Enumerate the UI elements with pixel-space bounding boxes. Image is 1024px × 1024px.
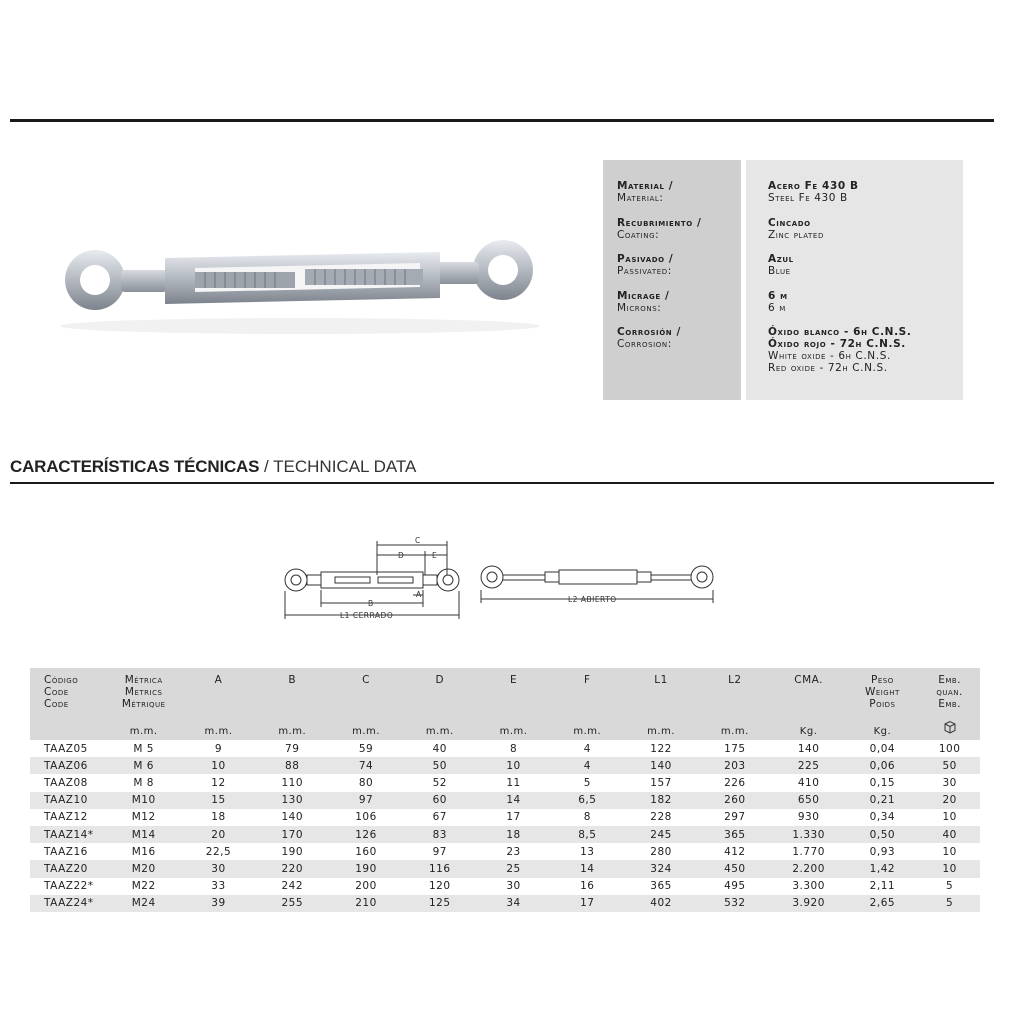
table-cell: 4: [583, 759, 591, 772]
section-rule: [10, 482, 994, 484]
table-cell: 3.300: [792, 880, 825, 893]
table-cell: 18: [506, 828, 521, 841]
table-cell: 190: [355, 862, 377, 875]
spec-label-material: [617, 180, 673, 204]
header-line: L1: [654, 674, 668, 686]
spec-label-es: Corrosión /: [617, 326, 681, 338]
table-cell: M24: [131, 897, 156, 910]
spec-value-material: [768, 180, 859, 204]
table-cell: 22,5: [205, 845, 232, 858]
table-cell: 1,42: [869, 862, 896, 875]
table-cell: 140: [650, 759, 672, 772]
table-cell: 10: [942, 862, 957, 875]
spec-label-en: Coating:: [617, 229, 660, 241]
table-cell: 88: [285, 759, 300, 772]
spec-value-en: Blue: [768, 265, 791, 277]
col-header-quantity: [919, 668, 980, 740]
header-line: Código: [44, 674, 79, 686]
table-cell: 0,21: [869, 794, 896, 807]
table-cell: 8: [583, 811, 591, 824]
table-cell: 30: [211, 862, 226, 875]
header-unit: m.m.: [720, 726, 749, 737]
spec-label-passivated: [617, 253, 673, 277]
table-row: [30, 740, 980, 757]
table-cell: 5: [946, 897, 954, 910]
spec-label-es: Material /: [617, 180, 674, 192]
spec-label-en: Microns:: [617, 302, 662, 314]
table-cell: 30: [942, 776, 957, 789]
dim-label-e: E: [432, 551, 438, 560]
header-line: CMA.: [794, 674, 823, 686]
table-cell: 50: [432, 759, 447, 772]
table-cell: 175: [724, 742, 746, 755]
header-line: A: [214, 674, 223, 686]
dim-label-c: C: [415, 536, 421, 545]
spec-label-es: Micrage /: [617, 290, 670, 302]
table-row: [30, 878, 980, 895]
table-cell: 140: [797, 742, 820, 755]
table-cell: 450: [724, 862, 746, 875]
table-cell: 365: [724, 828, 746, 841]
table-cell: 297: [724, 811, 746, 824]
dimension-diagram: [280, 535, 720, 625]
table-cell: 10: [942, 845, 957, 858]
spec-label-es: Pasivado /: [617, 253, 674, 265]
dim-label-a: A: [416, 590, 422, 599]
col-header-code: [30, 668, 106, 740]
spec-value-coating: [768, 217, 824, 241]
table-cell: M 8: [133, 776, 154, 789]
header-line: E: [509, 674, 518, 686]
table-cell: 83: [432, 828, 447, 841]
header-line: quan.: [936, 686, 963, 698]
spec-value-es: Óxido blanco - 6h C.N.S.: [768, 326, 912, 338]
table-cell: TAAZ14*: [44, 828, 94, 841]
header-line: Emb.: [938, 674, 962, 686]
col-header-cma: [772, 668, 846, 740]
turnbuckle-photo: [55, 218, 545, 338]
table-cell: 67: [432, 811, 447, 824]
header-unit: m.m.: [278, 726, 307, 737]
spec-label-en: Passivated:: [617, 265, 672, 277]
table-cell: 17: [580, 897, 595, 910]
table-cell: 20: [942, 794, 957, 807]
table-cell: 280: [650, 845, 672, 858]
table-cell: 5: [583, 776, 591, 789]
table-cell: 80: [358, 776, 374, 789]
table-cell: M22: [131, 880, 156, 893]
table-cell: 220: [281, 862, 304, 875]
table-cell: M 5: [133, 742, 154, 755]
table-cell: M16: [131, 845, 156, 858]
table-cell: 402: [650, 897, 672, 910]
table-cell: 4: [583, 742, 591, 755]
table-cell: 260: [724, 794, 746, 807]
table-cell: 495: [724, 880, 746, 893]
header-unit: m.m.: [499, 726, 528, 737]
table-cell: 190: [281, 845, 304, 858]
table-cell: 225: [797, 759, 820, 772]
spec-value-es: Acero Fe 430 B: [768, 180, 859, 192]
header-line: C: [362, 674, 370, 686]
spec-value-en: Red oxide - 72h C.N.S.: [768, 362, 888, 374]
table-cell: M14: [131, 828, 156, 841]
table-cell: 52: [432, 776, 447, 789]
table-cell: 2,65: [869, 897, 896, 910]
table-cell: 23: [506, 845, 521, 858]
table-cell: TAAZ06: [44, 759, 88, 772]
table-cell: 11: [506, 776, 521, 789]
technical-data-table: [30, 668, 980, 912]
table-cell: 33: [211, 880, 226, 893]
table-cell: 0,15: [869, 776, 896, 789]
header-line: Poids: [869, 698, 896, 710]
table-cell: 410: [797, 776, 820, 789]
header-line: Métrique: [121, 698, 166, 710]
spec-label-microns: [617, 290, 669, 314]
table-row: [30, 757, 980, 774]
table-cell: TAAZ24*: [44, 897, 94, 910]
table-cell: 39: [211, 897, 226, 910]
table-cell: 17: [506, 811, 521, 824]
header-line: B: [288, 674, 297, 686]
table-row: [30, 895, 980, 912]
col-header-l2: [698, 668, 772, 740]
spec-value-es: 6 µ: [768, 290, 788, 302]
col-header-c: [329, 668, 403, 740]
section-title-separator: /: [259, 457, 274, 476]
table-cell: 160: [355, 845, 377, 858]
table-cell: 40: [432, 742, 447, 755]
spec-value-microns: [768, 290, 788, 314]
spec-value-passivated: [768, 253, 794, 277]
table-cell: 6,5: [578, 794, 597, 807]
box-icon: [919, 720, 980, 738]
table-row: [30, 826, 980, 843]
table-cell: 125: [429, 897, 451, 910]
table-row: [30, 774, 980, 791]
table-cell: 0,93: [869, 845, 896, 858]
spec-label-corrosion: [617, 326, 681, 350]
table-cell: 2.200: [792, 862, 825, 875]
table-cell: 0,50: [869, 828, 896, 841]
table-cell: TAAZ16: [44, 845, 88, 858]
header-unit: m.m.: [647, 726, 675, 737]
table-cell: 14: [580, 862, 595, 875]
header-line: D: [435, 674, 445, 686]
table-cell: 10: [211, 759, 226, 772]
table-cell: 365: [650, 880, 672, 893]
table-cell: 242: [281, 880, 304, 893]
spec-value-es: Cincado: [768, 217, 811, 229]
table-cell: 3.920: [792, 897, 825, 910]
col-header-a: [182, 668, 256, 740]
table-cell: M20: [131, 862, 156, 875]
table-row: [30, 809, 980, 826]
table-cell: 8,5: [578, 828, 597, 841]
col-header-d: [403, 668, 477, 740]
spec-values-panel: [746, 160, 963, 400]
table-row: [30, 843, 980, 860]
table-cell: 0,06: [869, 759, 896, 772]
table-cell: 12: [211, 776, 226, 789]
table-cell: 140: [281, 811, 304, 824]
col-header-f: [550, 668, 624, 740]
dim-label-l2: L2 ABIERTO: [568, 595, 617, 604]
spec-value-en: White oxide - 6h C.N.S.: [768, 350, 891, 362]
table-cell: 16: [580, 880, 595, 893]
table-cell: 930: [797, 811, 820, 824]
spec-value-es: Azul: [768, 253, 794, 265]
table-cell: 30: [506, 880, 521, 893]
table-cell: 97: [432, 845, 447, 858]
col-header-b: [255, 668, 329, 740]
dim-label-l1: L1 CERRADO: [340, 611, 394, 620]
table-cell: 79: [285, 742, 300, 755]
table-cell: 122: [650, 742, 672, 755]
table-cell: 10: [506, 759, 521, 772]
header-unit: Kg.: [799, 726, 818, 737]
table-cell: 100: [938, 742, 961, 755]
table-cell: 8: [509, 742, 518, 755]
table-cell: 18: [211, 811, 226, 824]
table-cell: M10: [131, 794, 156, 807]
spec-label-es: Recubrimiento /: [617, 217, 702, 229]
spec-value-en: 6 µ: [768, 302, 786, 314]
header-line: Emb.: [938, 698, 962, 710]
header-line: F: [584, 674, 591, 686]
table-body: [30, 740, 980, 912]
header-line: Code: [44, 698, 69, 710]
table-cell: 14: [506, 794, 521, 807]
table-cell: 9: [214, 742, 223, 755]
table-cell: 0,34: [869, 811, 896, 824]
table-cell: 1.770: [792, 845, 825, 858]
table-cell: 59: [358, 742, 374, 755]
spec-labels-panel: [603, 160, 741, 400]
table-cell: 60: [432, 794, 447, 807]
table-row: [30, 792, 980, 809]
table-cell: 228: [650, 811, 672, 824]
spec-label-en: Corrosion:: [617, 338, 672, 350]
table-cell: 40: [942, 828, 957, 841]
table-cell: M12: [131, 811, 156, 824]
header-unit: m.m.: [204, 726, 233, 737]
header-line: Metrics: [124, 686, 163, 698]
table-cell: 126: [355, 828, 377, 841]
table-cell: TAAZ08: [44, 776, 88, 789]
table-cell: 182: [650, 794, 672, 807]
table-cell: 210: [355, 897, 377, 910]
col-header-metric: [106, 668, 182, 740]
header-unit: Kg.: [873, 726, 892, 737]
table-cell: 110: [281, 776, 304, 789]
header-unit: m.m.: [129, 726, 158, 737]
spec-value-corrosion: [768, 326, 911, 374]
table-cell: 15: [211, 794, 226, 807]
top-rule: [10, 119, 994, 122]
dim-label-d: D: [398, 551, 405, 560]
table-cell: 1.330: [792, 828, 825, 841]
table-cell: 130: [281, 794, 304, 807]
table-cell: 116: [429, 862, 451, 875]
spec-value-en: Steel Fe 430 B: [768, 192, 848, 204]
header-line: Peso: [871, 674, 894, 686]
table-cell: 50: [942, 759, 957, 772]
col-header-e: [477, 668, 551, 740]
table-cell: 97: [358, 794, 374, 807]
table-cell: TAAZ10: [44, 794, 88, 807]
table-cell: 120: [429, 880, 451, 893]
table-cell: 412: [724, 845, 746, 858]
spec-label-en: Material:: [617, 192, 664, 204]
table-cell: TAAZ20: [44, 862, 88, 875]
section-title-en: TECHNICAL DATA: [273, 457, 417, 476]
header-unit: m.m.: [573, 726, 602, 737]
table-cell: 0,04: [869, 742, 896, 755]
table-cell: 203: [724, 759, 746, 772]
table-cell: 200: [355, 880, 377, 893]
spec-value-en: Zinc plated: [768, 229, 824, 241]
table-cell: 157: [650, 776, 672, 789]
table-cell: 25: [506, 862, 521, 875]
table-cell: TAAZ12: [44, 811, 88, 824]
header-unit: m.m.: [352, 726, 380, 737]
table-cell: 245: [650, 828, 672, 841]
table-cell: 10: [942, 811, 957, 824]
col-header-weight: [845, 668, 919, 740]
header-unit: m.m.: [425, 726, 454, 737]
table-cell: 34: [506, 897, 521, 910]
table-row: [30, 860, 980, 877]
table-cell: 5: [946, 880, 954, 893]
header-line: Weight: [864, 686, 900, 698]
spec-value-es: Óxido rojo - 72h C.N.S.: [768, 338, 906, 350]
table-cell: 650: [797, 794, 820, 807]
table-cell: M 6: [133, 759, 154, 772]
table-cell: 532: [724, 897, 746, 910]
header-line: L2: [728, 674, 742, 686]
table-cell: TAAZ22*: [44, 880, 94, 893]
spec-label-coating: [617, 217, 701, 241]
col-header-l1: [624, 668, 698, 740]
dim-label-b: B: [368, 599, 374, 608]
header-line: Métrica: [124, 674, 163, 686]
table-cell: 170: [281, 828, 304, 841]
table-cell: 324: [650, 862, 672, 875]
table-cell: TAAZ05: [44, 742, 88, 755]
table-cell: 74: [358, 759, 374, 772]
table-cell: 226: [724, 776, 746, 789]
table-cell: 13: [580, 845, 595, 858]
table-cell: 255: [281, 897, 304, 910]
section-title-es: CARACTERÍSTICAS TÉCNICAS: [10, 457, 260, 476]
header-line: Code: [44, 686, 69, 698]
table-cell: 106: [355, 811, 377, 824]
table-cell: 20: [211, 828, 226, 841]
table-cell: 2,11: [869, 880, 896, 893]
section-title: [10, 457, 416, 477]
table-header-row: [30, 668, 980, 740]
